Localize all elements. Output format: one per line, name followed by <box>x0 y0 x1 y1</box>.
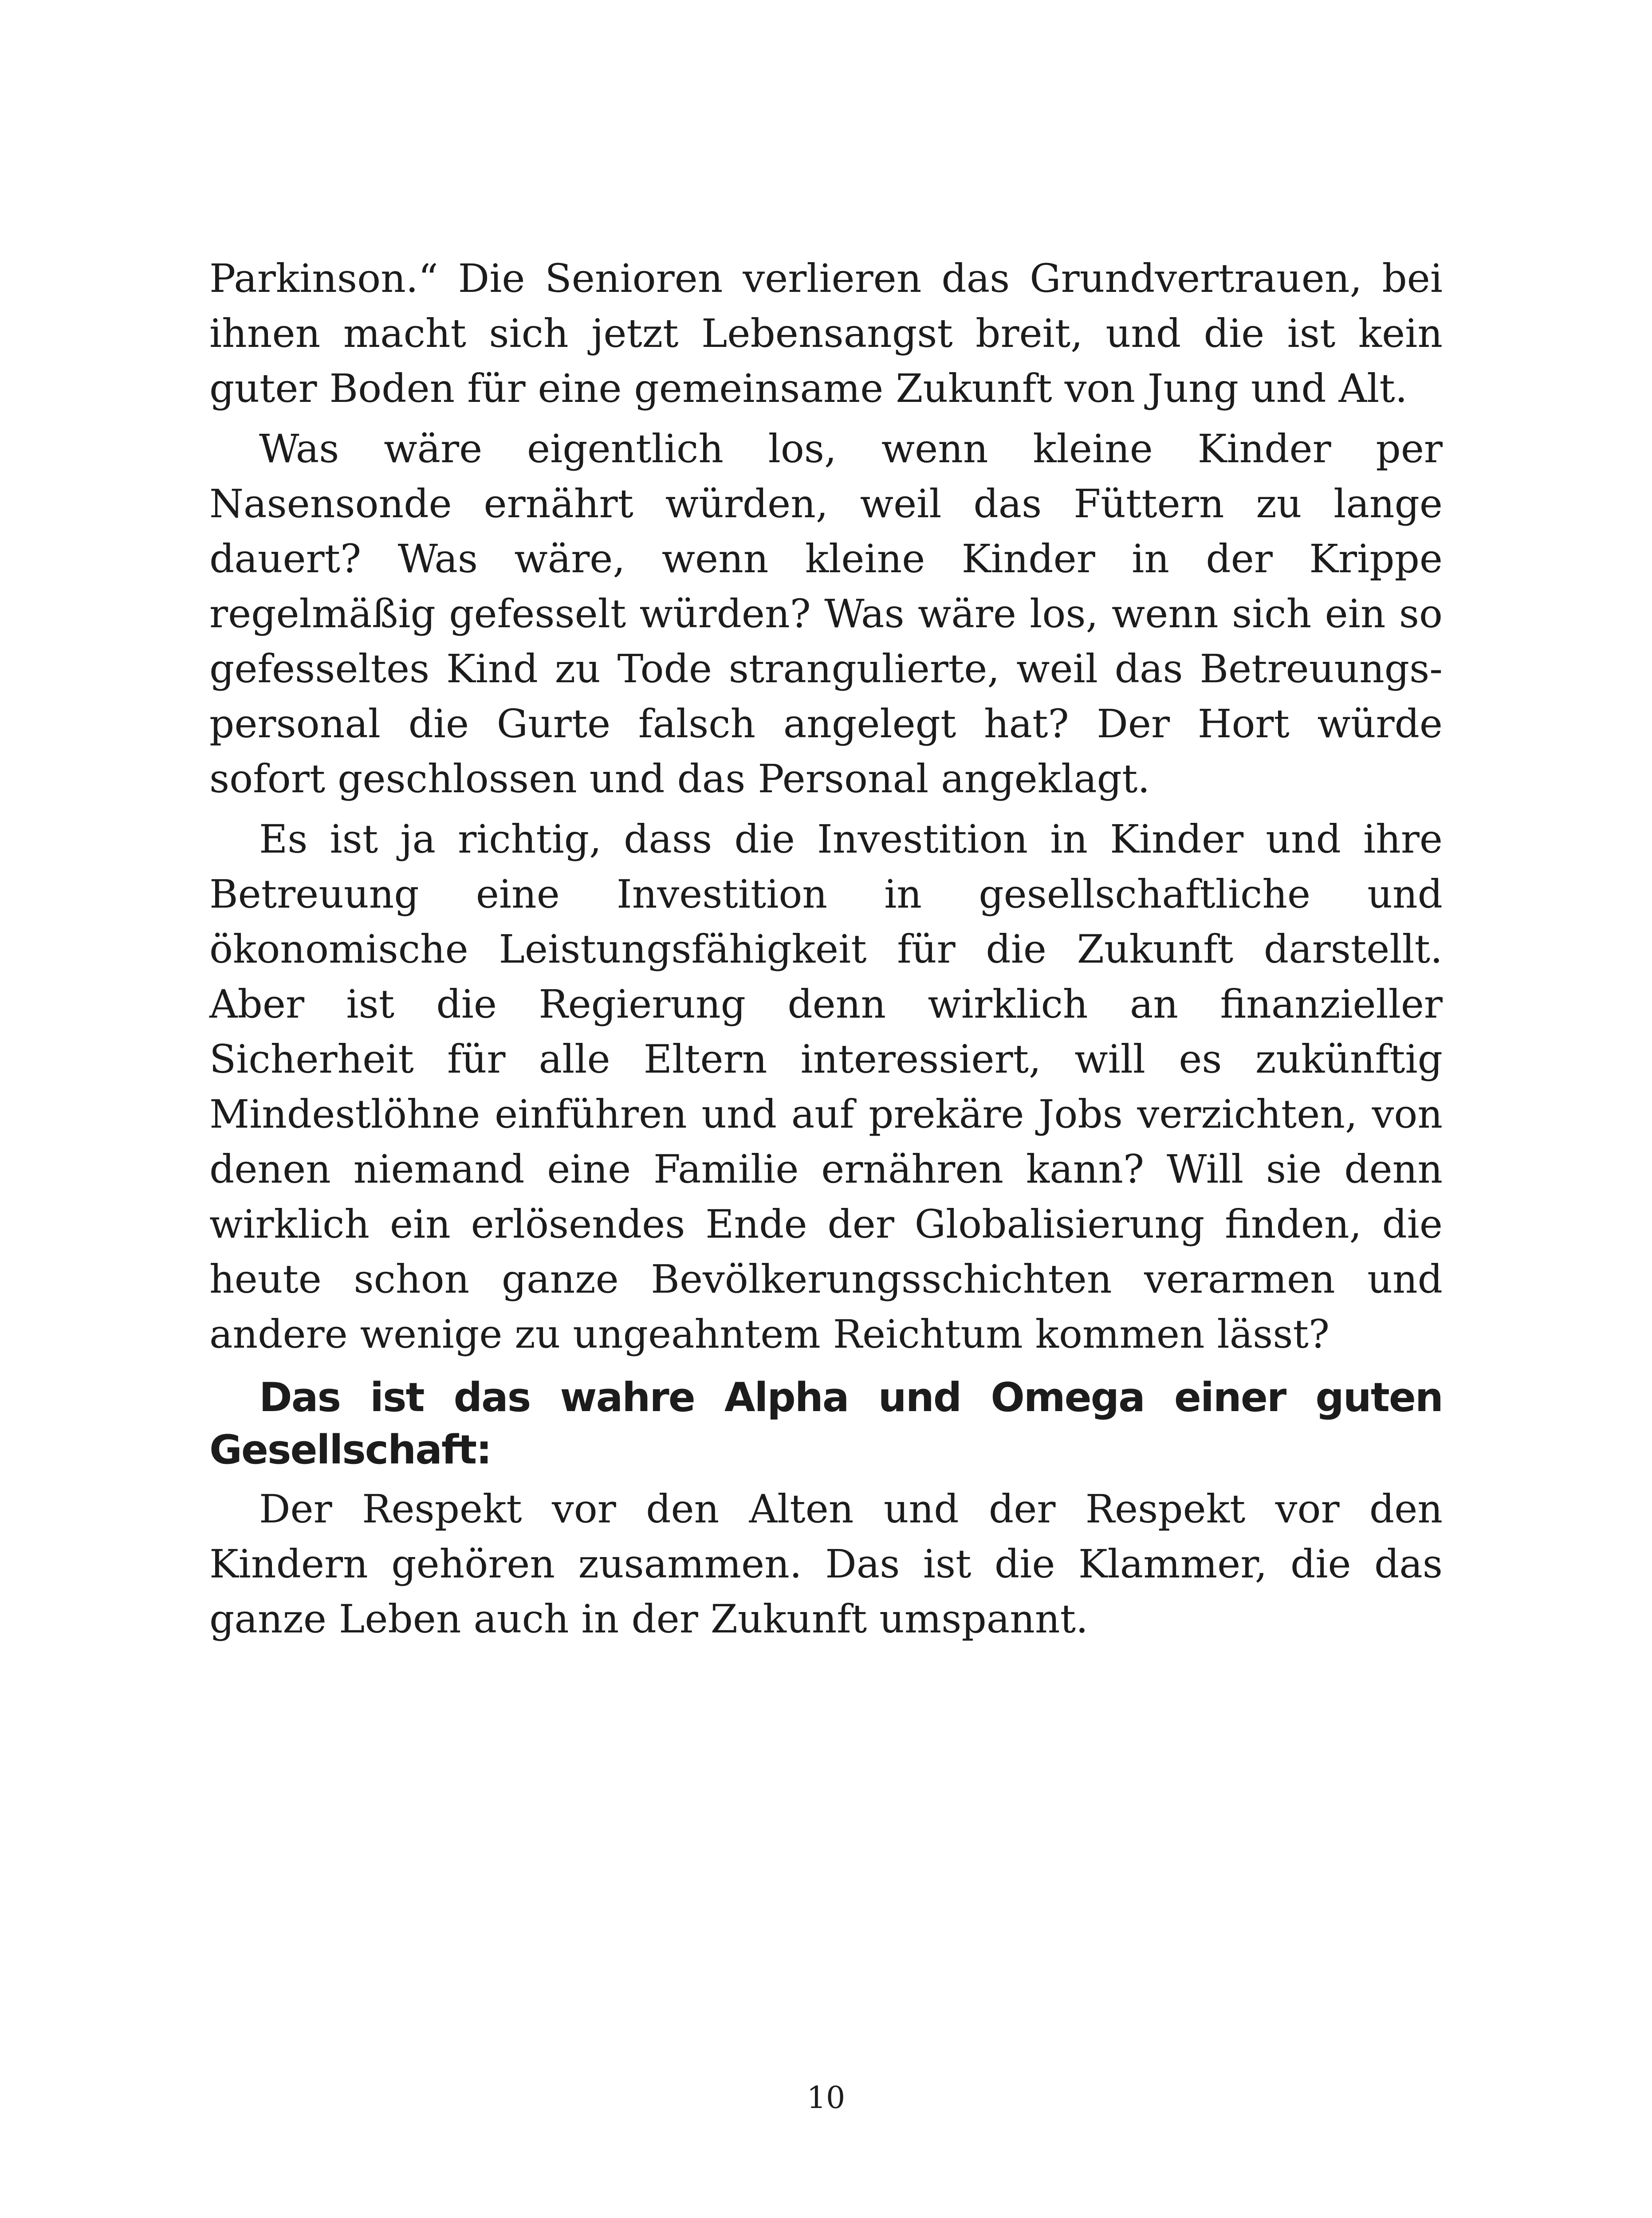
page-number: 10 <box>806 2080 846 2116</box>
paragraph-respekt: Der Respekt vor den Alten und der Respekt vor den Kindern gehören zusammen. Das ist die Klammer, die das ganze Leben auch in der Zukunft umspannt. <box>209 1486 1443 1642</box>
section-heading: Das ist das wahre Alpha und Omega einer guten Gesellschaft: <box>209 1374 1443 1473</box>
paragraph-investition: Es ist ja richtig, dass die Investition in Kinder und ihre Betreuung eine Investition in gesellschaftliche und ökonomische Leistungsfähigkeit für die Zukunft darstellt. Aber ist die Regierung denn wirklich an finanzieller Sicherheit für alle Eltern interessiert, will es zukünftig Mindestlöhne einführen und auf prekäre Jobs verzichten, von denen niemand eine Familie ernähren kann? Will sie denn wirklich ein erlösendes Ende der Globalisierung finden, die heute schon ganze Bevölkerungsschichten verarmen und andere wenige zu ungeahntem Reichtum kommen lässt? <box>209 816 1443 1357</box>
body-text <box>209 251 1443 1647</box>
paragraph-continued: Parkinson.“ Die Senioren verlieren das Grundvertrauen, bei ihnen macht sich jetzt Lebensangst breit, und die ist kein guter Boden für eine gemeinsame Zukunft von Jung und Alt. <box>209 256 1443 411</box>
paragraph-nasensonde: Was wäre eigentlich los, wenn kleine Kinder per Nasensonde ernährt würden, weil das Füttern zu lange dauert? Was wäre, wenn kleine Kinder in der Krippe regelmäßig gefesselt würden? Was wäre los, wenn sich ein so gefesseltes Kind zu Tode strangulierte, weil das Betreuungspersonal die Gurte falsch angelegt hat? Der Hort würde sofort geschlossen und das Personal angeklagt. <box>209 426 1443 802</box>
